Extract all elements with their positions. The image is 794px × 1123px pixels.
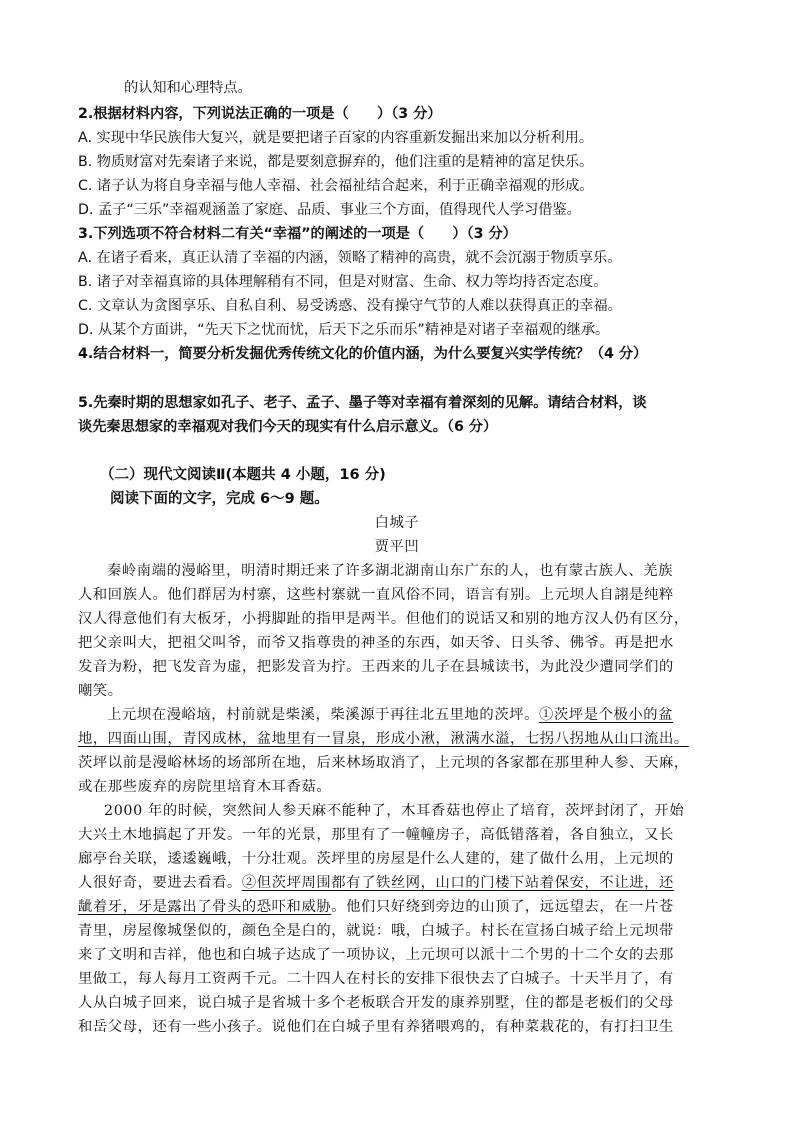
story-title: 白城子 xyxy=(374,515,420,531)
p3-line-10: 和岳父母，还有一些小孩子。说他们在白城子里有养猪喂鸡的，有种菜栽花的，有打扫卫生 xyxy=(78,1019,674,1035)
p3-line-9: 人从白城子回来，说白城子是省城十多个老板联合开发的康养别墅，住的都是老板们的父母 xyxy=(78,995,674,1011)
p3-line-8: 里做工，每人每月工资两千元。二十四人在村长的安排下很快去了白城子。十天半月了，有 xyxy=(78,971,674,987)
underlined-sentence-1-end: 地，四面山围，青冈成林，盆地里有一冒泉，形成小湫，湫满水溢，七拐八拐地从山口流出。 xyxy=(78,731,689,747)
question-5-line-1: 5.先秦时期的思想家如孔子、老子、孟子、墨子等对幸福有着深刻的见解。请结合材料，谈 xyxy=(78,395,647,411)
p3-line-2: 大兴土木地搞起了开发。一年的光景，那里有了一幢幢房子，高低错落着，各自独立，又长 xyxy=(78,827,674,843)
p2-line-1-text: 上元坝在漫峪垴，村前就是柴溪，柴溪源于再往北五里地的茨坪。 xyxy=(107,707,540,723)
p2-line-3: 茨坪以前是漫峪林场的场部所在地，后来林场取消了，上元坝的各家都在那里种人参、天麻， xyxy=(78,755,689,771)
p1-line-2: 人和回族人。他们群居为村寨，这些村寨就一直风俗不同，语言有别。上元坝人自詡是纯粹 xyxy=(78,587,674,603)
p2-line-2 xyxy=(78,729,689,749)
p3-line-3: 廊亭台关联，逶逶巍峨，十分壮观。茨坪里的房屋是什么人建的，建了做什么用，上元坝的 xyxy=(78,851,674,867)
section-heading: （二）现代文阅读Ⅱ(本题共 4 小题，16 分) xyxy=(100,467,386,483)
question-2: 2.根据材料内容，下列说法正确的一项是（ ）（3 分） xyxy=(78,106,442,122)
q2-option-c: C. 诸子认为将自身幸福与他人幸福、社会福祉结合起来，利于正确幸福观的形成。 xyxy=(78,178,594,194)
p1-line-3: 汉人得意他们有大板牙，小拇脚趾的指甲是两半。但他们的说话又和别的地方汉人仍有区分， xyxy=(78,611,689,627)
q3-option-b: B. 诸子对幸福真谛的具体理解稍有不同，但是对财富、生命、权力等均持否定态度。 xyxy=(78,274,608,290)
q3-option-a: A. 在诸子看来，真正认清了幸福的内涵，领略了精神的高贵，就不会沉溺于物质享乐。 xyxy=(78,250,622,266)
p1-line-1: 秦岭南端的漫峪里，明清时期迁来了许多湖北湖南山东广东的人，也有蒙古族人、羌族 xyxy=(107,563,674,579)
p2-line-4: 或在那些废弃的房院里培育木耳香菇。 xyxy=(78,779,332,795)
underlined-sentence-2-start: ②但茨坪周围都有了铁丝网，山口的门楼下站着保安，不让进，还 xyxy=(241,875,674,891)
p3-line-4-text: 人很好奇，要进去看看。 xyxy=(78,875,242,891)
question-3: 3.下列选项不符合材料二有关“幸福”的阐述的一项是（ ）（3 分） xyxy=(78,226,517,242)
p3-line-5 xyxy=(78,897,674,917)
story-author: 贾平凹 xyxy=(374,539,420,555)
p1-line-4: 把父亲叫大，把祖父叫爷，而爷又指尊贵的神圣的东西，如天爷、日头爷、佛爷。再是把水 xyxy=(78,635,674,651)
q2-option-d: D. 孟子“三乐”幸福观涵盖了家庭、品质、事业三个方面，值得现代人学习借鉴。 xyxy=(78,202,581,218)
question-4: 4.结合材料一，简要分析发掘优秀传统文化的价值内涵，为什么要复兴实学传统？（4 分） xyxy=(78,346,648,362)
p3-line-1: 2000 年的时候，突然间人参天麻不能种了，木耳香菇也停止了培育，茨坪封闭了，开始 xyxy=(104,803,685,819)
p3-line-6: 青里，房屋像城堡似的，颜色全是白的，就说：哦，白城子。村长在宣扬白城子给上元坝带 xyxy=(78,923,674,939)
p3-line-4 xyxy=(78,873,674,893)
q3-option-c: C. 文章认为贪图享乐、自私自利、易受诱惑、没有操守气节的人难以获得真正的幸福。 xyxy=(78,298,622,314)
q2-option-b: B. 物质财富对先秦诸子来说，都是要刻意摒弃的，他们注重的是精神的富足快乐。 xyxy=(78,154,594,170)
q2-option-a: A. 实现中华民族伟大复兴，就是要把诸子百家的内容重新发掘出来加以分析利用。 xyxy=(78,130,594,146)
underlined-sentence-2-end: 龇着牙，牙是露出了骨头的恐吓和威胁 xyxy=(78,899,332,915)
section-instruction: 阅读下面的文字，完成 6～9 题。 xyxy=(110,491,329,507)
p3-line-7: 来了文明和吉祥，他也和白城子达成了一项协议，上元坝可以派十二个男的十二个女的去那 xyxy=(78,947,674,963)
p1-line-6: 嘲笑。 xyxy=(78,683,123,699)
p2-line-1 xyxy=(107,705,673,725)
question-5-line-2: 谈先秦思想家的幸福观对我们今天的现实有什么启示意义。（6 分） xyxy=(78,419,498,435)
p3-line-5-text: 。他们只好绕到旁边的山顶了，远远望去，在一片苍 xyxy=(331,899,674,915)
underlined-sentence-1-start: ①茨坪是个极小的盆 xyxy=(539,707,674,723)
q3-option-d: D. 从某个方面讲，“先天下之忧而忧，后天下之乐而乐”精神是对诸子幸福观的继承。 xyxy=(78,322,610,338)
q1-continuation: 的认知和心理特点。 xyxy=(124,80,252,96)
p1-line-5: 发音为粉，把飞发音为虚，把影发音为拧。王西来的儿子在县城读书，为此没少遭同学们的 xyxy=(78,659,674,675)
